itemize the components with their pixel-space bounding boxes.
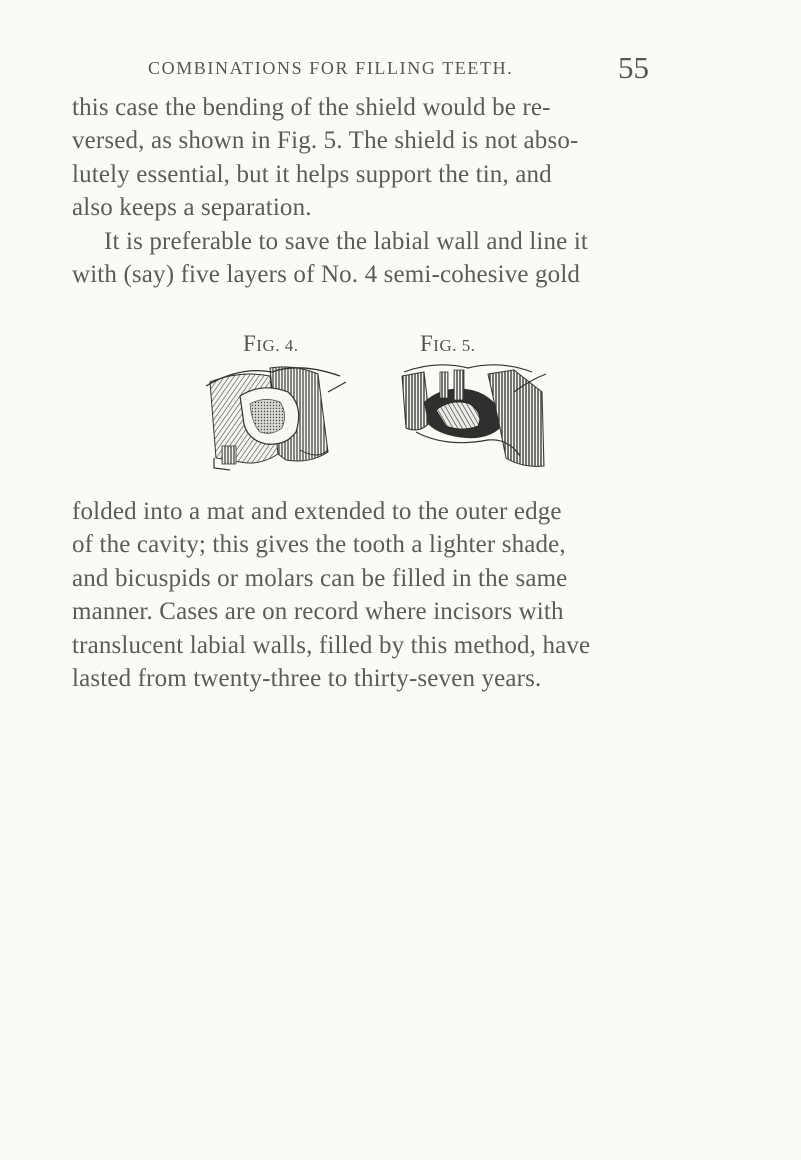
body-text-bottom bbox=[72, 495, 712, 695]
tooth-cavity-section-illustration bbox=[200, 362, 350, 472]
text-line: also keeps a separation. bbox=[72, 194, 312, 222]
body-text-top bbox=[72, 91, 712, 291]
caption-rest: IG. 5. bbox=[433, 336, 476, 355]
text-line: of the cavity; this gives the tooth a lighter shade, bbox=[72, 531, 566, 559]
figure-4-illustration bbox=[200, 362, 350, 472]
text-line: translucent labial walls, filled by this method, have bbox=[72, 631, 591, 659]
tooth-shield-section-illustration bbox=[396, 362, 548, 472]
text-line: this case the bending of the shield would be re- bbox=[72, 94, 551, 121]
figure-5-caption bbox=[420, 331, 476, 357]
text-line: versed, as shown in Fig. 5. The shield is not abso- bbox=[72, 127, 579, 155]
caption-initial: F bbox=[243, 331, 257, 356]
running-head: COMBINATIONS FOR FILLING TEETH. bbox=[148, 58, 514, 78]
text-line: It is preferable to save the labial wall and line it bbox=[104, 227, 589, 255]
caption-rest: IG. 4. bbox=[256, 336, 299, 355]
figure-4-caption bbox=[243, 331, 299, 357]
text-line: and bicuspids or molars can be filled in the same bbox=[72, 564, 568, 592]
page-number: 55 bbox=[618, 50, 649, 85]
text-line: lasted from twenty-three to thirty-seven years. bbox=[72, 665, 542, 693]
text-line: lutely essential, but it helps support the tin, and bbox=[72, 160, 552, 188]
text-line: manner. Cases are on record where incisors with bbox=[72, 598, 564, 626]
text-line: with (say) five layers of No. 4 semi-cohesive gold bbox=[72, 261, 581, 289]
caption-initial: F bbox=[420, 331, 434, 356]
figure-5-illustration bbox=[396, 362, 548, 472]
text-line: folded into a mat and extended to the outer edge bbox=[72, 498, 562, 525]
